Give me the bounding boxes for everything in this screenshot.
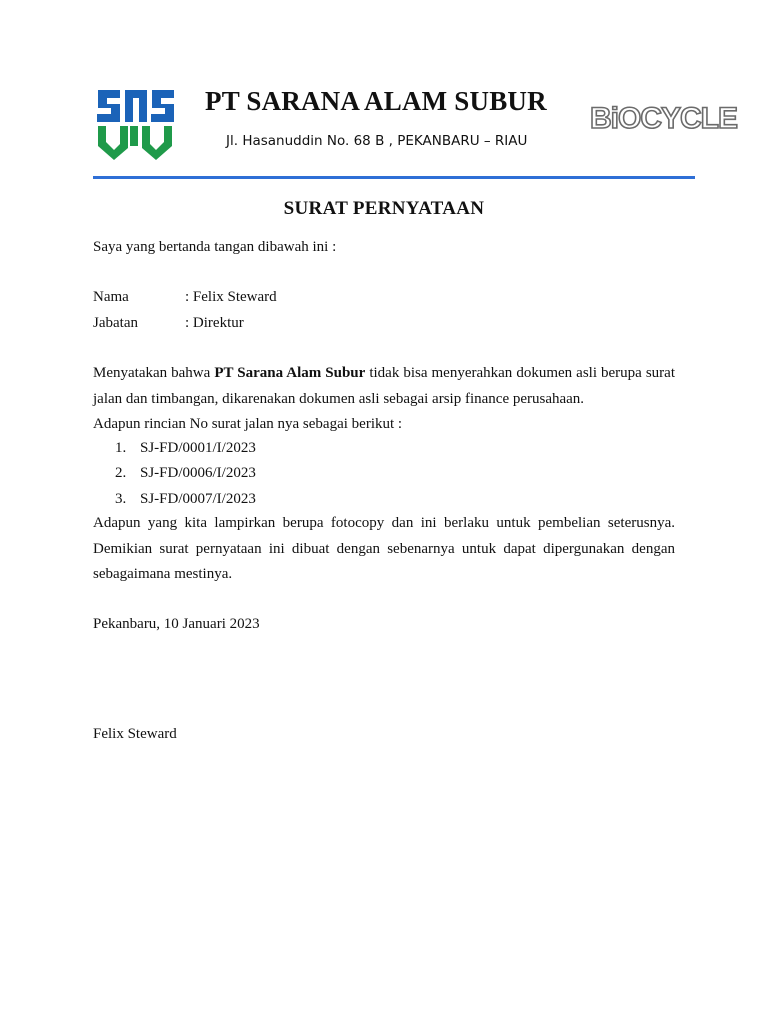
list-item-number: 3.	[115, 490, 127, 507]
place-date: Pekanbaru, 10 Januari 2023	[93, 616, 260, 632]
closing-paragraph: Adapun yang kita lampirkan berupa fotocopy dan ini berlaku untuk pembelian seterusnya. Demikian surat pernyataan ini dibuat dengan sebenarnya untuk dapat dipergunakan dengan sebagaimana mestinya.	[93, 515, 675, 582]
field-label-nama: Nama	[93, 289, 129, 305]
field-label-jabatan: Jabatan	[93, 315, 138, 331]
header-divider	[93, 176, 695, 179]
list-item	[115, 487, 256, 512]
list-item-text: SJ-FD/0006/I/2023	[140, 465, 256, 482]
list-item-number: 1.	[115, 440, 127, 456]
field-value-nama: : Felix Steward	[185, 289, 277, 305]
sas-company-logo-icon	[96, 88, 176, 160]
statement-paragraph	[93, 361, 675, 412]
field-value-jabatan: : Direktur	[185, 315, 244, 331]
list-item-text: SJ-FD/0001/I/2023	[140, 440, 256, 456]
signatory-name: Felix Steward	[93, 726, 177, 742]
statement-company: PT Sarana Alam Subur	[214, 365, 366, 381]
intro-text: Saya yang bertanda tangan dibawah ini :	[93, 239, 337, 255]
svg-text:BiOCYCLE: BiOCYCLE	[590, 102, 738, 135]
list-item	[115, 461, 256, 486]
document-title: SURAT PERNYATAAN	[283, 198, 485, 219]
list-item-number: 2.	[115, 465, 127, 482]
list-intro: Adapun rincian No surat jalan nya sebagai berikut :	[93, 416, 403, 432]
delivery-note-list	[115, 436, 256, 512]
list-item	[115, 436, 256, 461]
biocycle-logo-icon	[588, 92, 738, 142]
company-name: PT SARANA ALAM SUBUR	[205, 86, 547, 116]
list-item-text: SJ-FD/0007/I/2023	[140, 490, 256, 507]
statement-prefix: Menyatakan bahwa	[93, 365, 215, 381]
statement-suffix: tidak bisa menyerahkan dokumen asli berupa surat jalan dan timbangan, dikarenakan dokumen asli sebagai arsip finance perusahaan.	[93, 365, 675, 407]
company-address: Jl. Hasanuddin No. 68 B , PEKANBARU – RIAU	[226, 133, 528, 149]
